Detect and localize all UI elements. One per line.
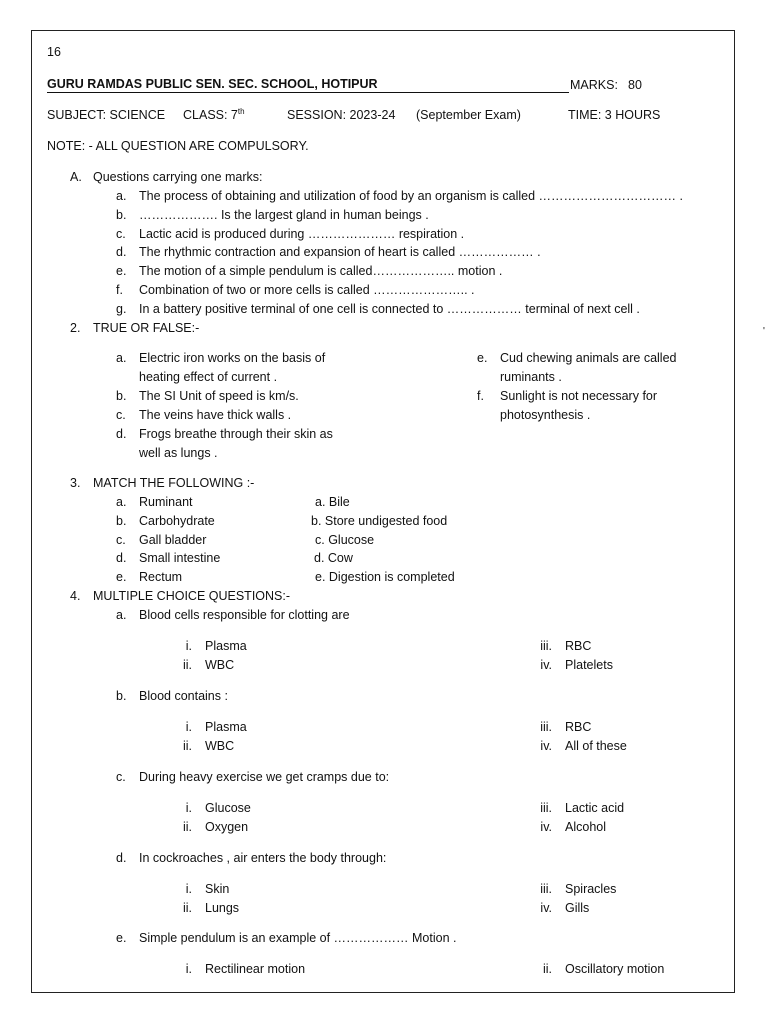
match-left-text: Rectum — [139, 570, 183, 585]
question-text: Combination of two or more cells is called ………………….. . — [139, 283, 475, 297]
mcq-question: During heavy exercise we get cramps due to: — [139, 770, 390, 784]
tf-text: well as lungs . — [139, 446, 218, 460]
school-name: GURU RAMDAS PUBLIC SEN. SEC. SCHOOL, HOTIPUR — [47, 77, 569, 93]
mcq-question: Blood cells responsible for clotting are — [139, 608, 350, 622]
tf-marker: d. — [116, 427, 127, 441]
note: NOTE: - ALL QUESTION ARE COMPULSORY. — [47, 139, 309, 153]
option-marker: iv. — [540, 819, 552, 834]
tf-text: Frogs breathe through their skin as — [139, 427, 333, 441]
option-text: RBC — [565, 720, 592, 734]
mcq-marker: c. — [116, 770, 126, 784]
tf-marker: b. — [116, 389, 127, 403]
mcq-marker: e. — [116, 931, 127, 945]
tf-marker: c. — [116, 408, 126, 422]
subject: SUBJECT: SCIENCE — [47, 108, 166, 122]
section-2-title: TRUE OR FALSE:- — [93, 321, 200, 335]
match-left-text: Ruminant — [139, 495, 193, 509]
question-text: The rhythmic contraction and expansion of heart is called ……………… . — [139, 245, 541, 260]
question-marker: b. — [116, 207, 127, 222]
option-marker: i. — [185, 962, 192, 976]
option-marker: iii. — [540, 882, 552, 896]
question-text: ………………. Is the largest gland in human beings . — [139, 207, 429, 222]
option-text: All of these — [565, 738, 627, 753]
question-marker: d. — [116, 245, 127, 260]
section-3-title: MATCH THE FOLLOWING :- — [93, 476, 255, 490]
option-text: Platelets — [565, 657, 613, 672]
option-marker: ii. — [182, 819, 192, 834]
mcq-marker: b. — [116, 689, 127, 703]
option-text: RBC — [565, 639, 592, 653]
option-marker: i. — [185, 801, 192, 815]
match-marker: b. — [116, 513, 127, 528]
option-text: Plasma — [205, 720, 247, 734]
mcq-question: Simple pendulum is an example of ……………… Motion . — [139, 931, 457, 945]
match-right-text: b. Store undigested food — [311, 513, 448, 528]
tf-marker: a. — [116, 351, 127, 365]
class: CLASS: 7th — [183, 106, 245, 122]
option-marker: iv. — [540, 657, 552, 672]
mcq-question: Blood contains : — [139, 689, 228, 703]
section-3-num: 3. — [70, 476, 81, 490]
option-marker: i. — [185, 720, 192, 734]
match-marker: d. — [116, 551, 127, 566]
option-text: Gills — [565, 900, 590, 915]
question-marker: f. — [116, 283, 123, 297]
mcq-question: In cockroaches , air enters the body through: — [139, 851, 387, 865]
exam-page — [31, 30, 735, 993]
tf-text: Electric iron works on the basis of — [139, 351, 326, 365]
question-text: The process of obtaining and utilization of food by an organism is called …………………………… . — [139, 189, 683, 203]
option-text: Alcohol — [565, 819, 606, 834]
session: SESSION: 2023-24 — [287, 108, 396, 122]
tf-text: Cud chewing animals are called — [500, 351, 677, 365]
section-a-num: A. — [70, 170, 82, 184]
section-2-num: 2. — [70, 321, 81, 335]
match-marker: e. — [116, 570, 127, 585]
section-4-title: MULTIPLE CHOICE QUESTIONS:- — [93, 589, 291, 603]
match-right-text: a. Bile — [315, 495, 350, 509]
match-left-text: Carbohydrate — [139, 513, 215, 528]
match-left-text: Small intestine — [139, 551, 221, 566]
match-left-text: Gall bladder — [139, 532, 207, 547]
question-marker: e. — [116, 264, 127, 279]
option-marker: ii. — [182, 657, 192, 672]
question-marker: g. — [116, 301, 127, 316]
question-text: Lactic acid is produced during ………………… respiration . — [139, 226, 465, 241]
tf-text: heating effect of current . — [139, 370, 278, 384]
option-marker: iii. — [540, 720, 552, 734]
match-marker: c. — [116, 532, 126, 547]
option-text: Rectilinear motion — [205, 962, 306, 976]
option-marker: ii. — [182, 900, 192, 915]
option-marker: iv. — [540, 900, 552, 915]
mcq-marker: a. — [116, 608, 127, 622]
option-marker: ii. — [182, 738, 192, 753]
section-a-title: Questions carrying one marks: — [93, 170, 263, 184]
option-text: Glucose — [205, 801, 251, 815]
mcq-marker: d. — [116, 851, 127, 865]
tf-marker: f. — [477, 389, 484, 403]
option-text: WBC — [205, 738, 235, 753]
question-marker: a. — [116, 189, 127, 203]
option-marker: iii. — [540, 801, 552, 815]
tf-text: ruminants . — [500, 370, 562, 384]
tf-text: The SI Unit of speed is km/s. — [139, 389, 299, 403]
marks-label: MARKS: — [570, 78, 618, 92]
option-text: Oxygen — [205, 819, 249, 834]
question-text: The motion of a simple pendulum is called……………….. motion . — [139, 264, 503, 279]
option-text: Oscillatory motion — [565, 962, 665, 976]
match-marker: a. — [116, 495, 127, 509]
question-text: In a battery positive terminal of one cell is connected to ……………… terminal of next cell . — [139, 301, 640, 316]
option-marker: i. — [185, 882, 192, 896]
option-text: Lactic acid — [565, 801, 625, 815]
exam-name: (September Exam) — [416, 108, 521, 122]
section-4-num: 4. — [70, 589, 81, 603]
tf-text: The veins have thick walls . — [139, 408, 292, 422]
option-text: Skin — [205, 882, 230, 896]
match-right-text: d. Cow — [314, 551, 353, 566]
tf-marker: e. — [477, 351, 488, 365]
match-right-text: c. Glucose — [315, 532, 375, 547]
match-right-text: e. Digestion is completed — [315, 570, 455, 585]
option-text: Plasma — [205, 639, 247, 653]
option-marker: iv. — [540, 738, 552, 753]
page-number: 16 — [47, 45, 61, 59]
option-marker: ii. — [542, 962, 552, 976]
option-text: Spiracles — [565, 882, 617, 896]
option-text: Lungs — [205, 900, 240, 915]
stray-mark: ' — [763, 326, 765, 337]
option-marker: iii. — [540, 639, 552, 653]
marks-value: 80 — [628, 78, 642, 92]
tf-text: Sunlight is not necessary for — [500, 389, 658, 403]
option-marker: i. — [185, 639, 192, 653]
tf-text: photosynthesis . — [500, 408, 591, 422]
question-marker: c. — [116, 226, 126, 241]
option-text: WBC — [205, 657, 235, 672]
time: TIME: 3 HOURS — [568, 108, 661, 122]
